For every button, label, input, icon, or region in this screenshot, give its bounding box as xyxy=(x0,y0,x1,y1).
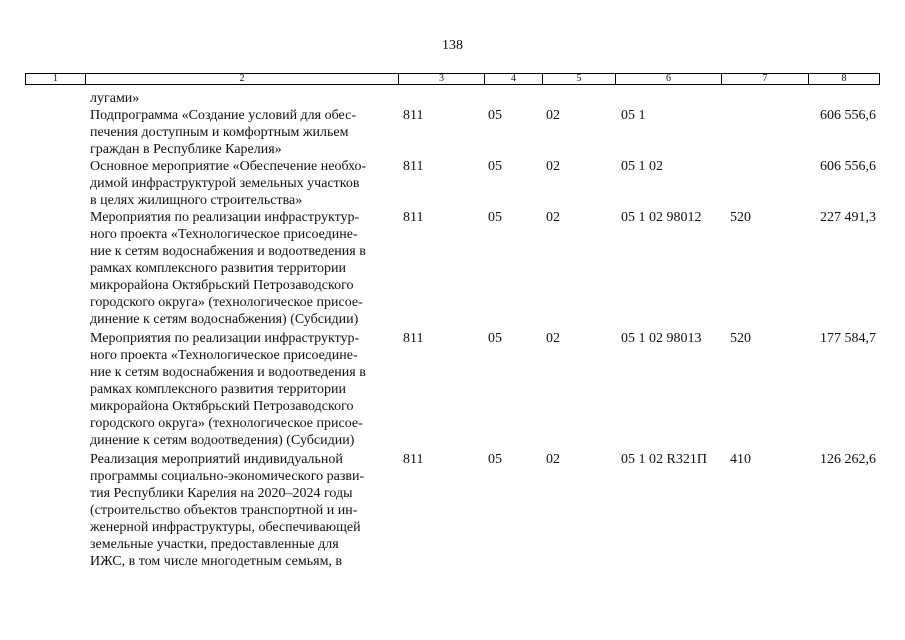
section-code: 05 xyxy=(488,159,502,174)
description-line: ние к сетям водоснабжения и водоотведения в xyxy=(90,365,366,380)
amount: 606 556,6 xyxy=(820,159,876,174)
amount: 227 491,3 xyxy=(820,210,876,225)
target-article-code: 05 1 xyxy=(621,108,646,123)
column-header-table xyxy=(25,73,880,85)
section-code: 05 xyxy=(488,331,502,346)
section-code: 05 xyxy=(488,452,502,467)
subsection-code: 02 xyxy=(546,452,560,467)
description-line: граждан в Республике Карелия» xyxy=(90,142,282,157)
ministry-code: 811 xyxy=(403,159,424,174)
description-line: Реализация мероприятий индивидуальной xyxy=(90,452,343,467)
description-line: в целях жилищного строительства» xyxy=(90,193,303,208)
target-article-code: 05 1 02 98012 xyxy=(621,210,702,225)
description-line: городского округа» (технологическое присое- xyxy=(90,416,363,431)
description-line: тия Республики Карелия на 2020–2024 годы xyxy=(90,486,353,501)
column-number-7: 7 xyxy=(722,74,809,85)
description-line: земельные участки, предоставленные для xyxy=(90,537,339,552)
column-number-3: 3 xyxy=(399,74,485,85)
row-description xyxy=(90,158,392,209)
amount: 177 584,7 xyxy=(820,331,876,346)
column-number-6: 6 xyxy=(616,74,722,85)
description-line: Мероприятия по реализации инфраструктур- xyxy=(90,331,360,346)
expense-type-code: 410 xyxy=(730,452,751,467)
section-code: 05 xyxy=(488,210,502,225)
row-description xyxy=(90,209,392,328)
amount: 126 262,6 xyxy=(820,452,876,467)
row-description xyxy=(90,107,392,158)
page-number: 138 xyxy=(442,38,463,53)
target-article-code: 05 1 02 xyxy=(621,159,663,174)
subsection-code: 02 xyxy=(546,108,560,123)
subsection-code: 02 xyxy=(546,331,560,346)
amount: 606 556,6 xyxy=(820,108,876,123)
subsection-code: 02 xyxy=(546,159,560,174)
description-line: печения доступным и комфортным жильем xyxy=(90,125,349,140)
description-line: городского округа» (технологическое присое- xyxy=(90,295,363,310)
column-number-5: 5 xyxy=(543,74,616,85)
description-line: ИЖС, в том числе многодетным семьям, в xyxy=(90,554,343,569)
subsection-code: 02 xyxy=(546,210,560,225)
expense-type-code: 520 xyxy=(730,210,751,225)
description-line: ного проекта «Технологическое присоедине- xyxy=(90,348,358,363)
ministry-code: 811 xyxy=(403,452,424,467)
description-line: женерной инфраструктуры, обеспечивающей xyxy=(90,520,361,535)
description-line: микрорайона Октябрьский Петрозаводского xyxy=(90,399,354,414)
expense-type-code: 520 xyxy=(730,331,751,346)
section-code: 05 xyxy=(488,108,502,123)
column-number-2: 2 xyxy=(86,74,399,85)
description-line: динение к сетям водоснабжения) (Субсидии) xyxy=(90,312,359,327)
column-number-4: 4 xyxy=(485,74,543,85)
ministry-code: 811 xyxy=(403,210,424,225)
description-line: рамках комплексного развития территории xyxy=(90,261,346,276)
description-line: Подпрограмма «Создание условий для обес- xyxy=(90,108,356,123)
description-line: (строительство объектов транспортной и ин- xyxy=(90,503,358,518)
target-article-code: 05 1 02 98013 xyxy=(621,331,702,346)
description-line: микрорайона Октябрьский Петрозаводского xyxy=(90,278,354,293)
ministry-code: 811 xyxy=(403,108,424,123)
description-line: димой инфраструктурой земельных участков xyxy=(90,176,360,191)
description-line: Основное мероприятие «Обеспечение необхо- xyxy=(90,159,367,174)
continuation-text: лугами» xyxy=(90,91,140,106)
target-article-code: 05 1 02 R321П xyxy=(621,452,707,467)
description-line: программы социально-экономического разви- xyxy=(90,469,365,484)
row-description xyxy=(90,330,392,449)
column-number-1: 1 xyxy=(26,74,86,85)
description-line: ние к сетям водоснабжения и водоотведения в xyxy=(90,244,366,259)
ministry-code: 811 xyxy=(403,331,424,346)
description-line: рамках комплексного развития территории xyxy=(90,382,346,397)
row-description xyxy=(90,451,392,570)
column-number-8: 8 xyxy=(809,74,880,85)
description-line: Мероприятия по реализации инфраструктур- xyxy=(90,210,360,225)
description-line: динение к сетям водоотведения) (Субсидии) xyxy=(90,433,355,448)
column-number-row xyxy=(26,74,880,85)
description-line: ного проекта «Технологическое присоедине- xyxy=(90,227,358,242)
